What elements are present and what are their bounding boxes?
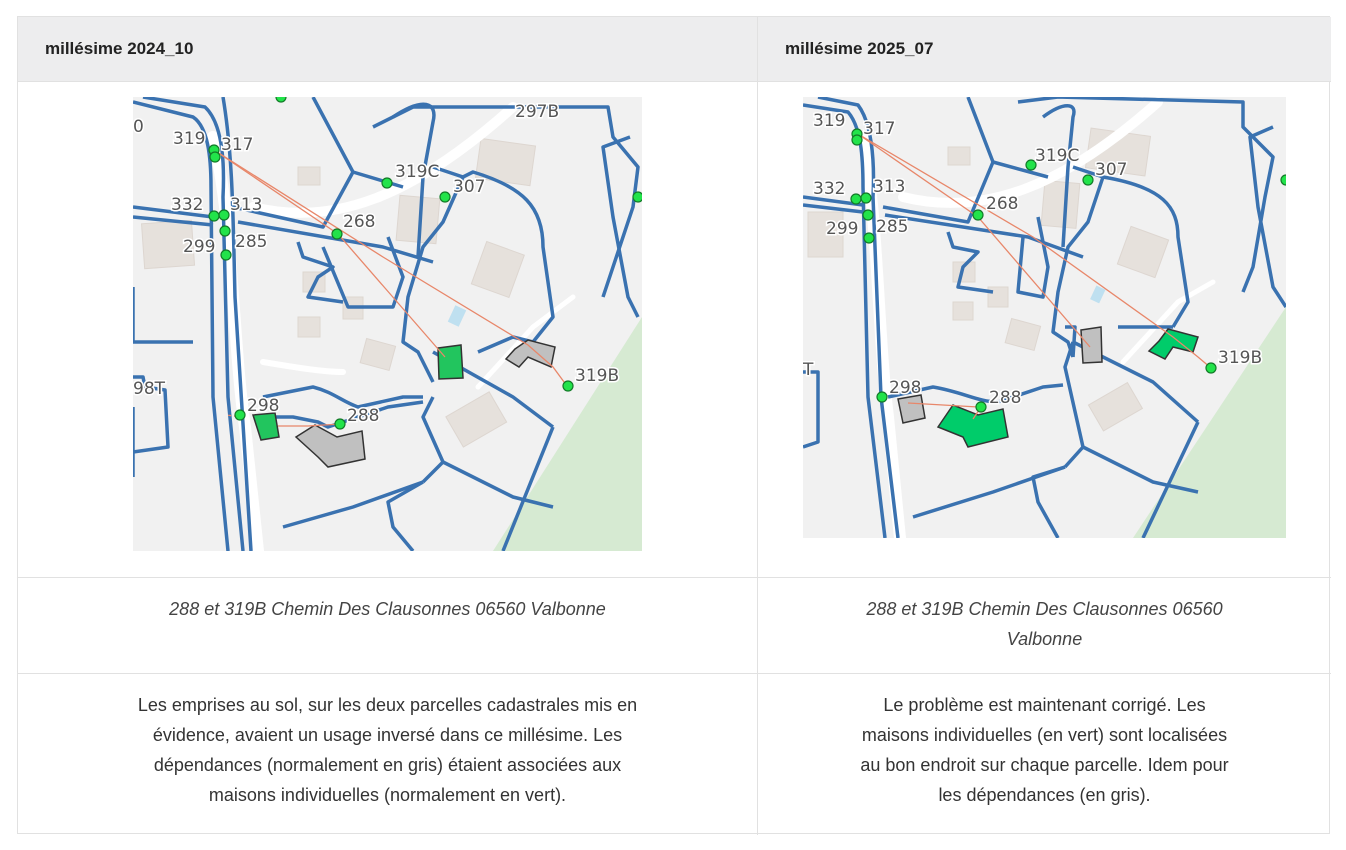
svg-text:299: 299 — [826, 219, 859, 239]
description-2025 — [758, 674, 1331, 835]
address-caption-2025-line-1: 288 et 319B Chemin Des Clausonnes 06560 — [866, 599, 1223, 619]
description-2024-line-3: dépendances (normalement en gris) étaient associées aux — [153, 755, 622, 775]
svg-text:T: T — [803, 360, 814, 380]
svg-text:298: 298 — [247, 396, 280, 416]
description-2024-line-1: Les emprises au sol, sur les deux parcelles cadastrales mis en — [137, 695, 638, 715]
svg-text:319C: 319C — [1035, 146, 1080, 166]
address-caption-2024 — [18, 578, 758, 674]
description-2025-line-3: au bon endroit sur chaque parcelle. Idem pour — [860, 755, 1229, 775]
svg-text:307: 307 — [453, 177, 486, 197]
column-header-2025 — [758, 17, 1331, 82]
svg-text:0: 0 — [133, 117, 144, 137]
svg-text:332: 332 — [813, 179, 846, 199]
description-2025-line-4: les dépendances (en gris). — [938, 785, 1151, 805]
map-2025 — [803, 97, 1286, 538]
footprint-268-outbuilding — [1081, 327, 1102, 363]
svg-text:319B: 319B — [1218, 348, 1263, 368]
map-cell-2024 — [18, 82, 758, 578]
svg-text:98T: 98T — [133, 379, 166, 399]
svg-text:298: 298 — [889, 378, 922, 398]
svg-text:319B: 319B — [575, 366, 620, 386]
svg-text:313: 313 — [873, 177, 906, 197]
map-cell-2025 — [758, 82, 1331, 578]
address-caption-2025 — [758, 578, 1331, 674]
description-2025-line-2: maisons individuelles (en vert) sont localisées — [861, 725, 1228, 745]
svg-text:317: 317 — [221, 135, 254, 155]
column-header-2025-label: millésime 2025_07 — [785, 39, 934, 58]
svg-text:288: 288 — [347, 406, 380, 426]
address-caption-2025-line-2: Valbonne — [1006, 629, 1083, 649]
svg-text:297B: 297B — [515, 102, 560, 122]
svg-text:268: 268 — [986, 194, 1019, 214]
svg-text:319: 319 — [813, 111, 846, 131]
comparison-table — [17, 16, 1330, 834]
column-header-2024-label: millésime 2024_10 — [45, 39, 194, 58]
description-2024-line-2: évidence, avaient un usage inversé dans ce millésime. Les — [152, 725, 623, 745]
svg-text:307: 307 — [1095, 160, 1128, 180]
description-2024 — [18, 674, 758, 835]
svg-text:288: 288 — [989, 388, 1022, 408]
svg-text:317: 317 — [863, 119, 896, 139]
footprint-268-house — [438, 345, 463, 379]
footprint-298-outbuilding — [898, 395, 925, 423]
svg-text:268: 268 — [343, 212, 376, 232]
svg-text:332: 332 — [171, 195, 204, 215]
svg-text:285: 285 — [235, 232, 268, 252]
svg-text:285: 285 — [876, 217, 909, 237]
map-2024 — [133, 97, 642, 551]
address-caption-2024-text: 288 et 319B Chemin Des Clausonnes 06560 Valbonne — [169, 599, 606, 619]
description-2025-line-1: Le problème est maintenant corrigé. Les — [883, 695, 1206, 715]
column-header-2024 — [18, 17, 758, 82]
svg-text:319C: 319C — [395, 162, 440, 182]
svg-text:299: 299 — [183, 237, 216, 257]
svg-text:319: 319 — [173, 129, 206, 149]
description-2024-line-4: maisons individuelles (normalement en vert). — [208, 785, 567, 805]
svg-text:313: 313 — [230, 195, 263, 215]
